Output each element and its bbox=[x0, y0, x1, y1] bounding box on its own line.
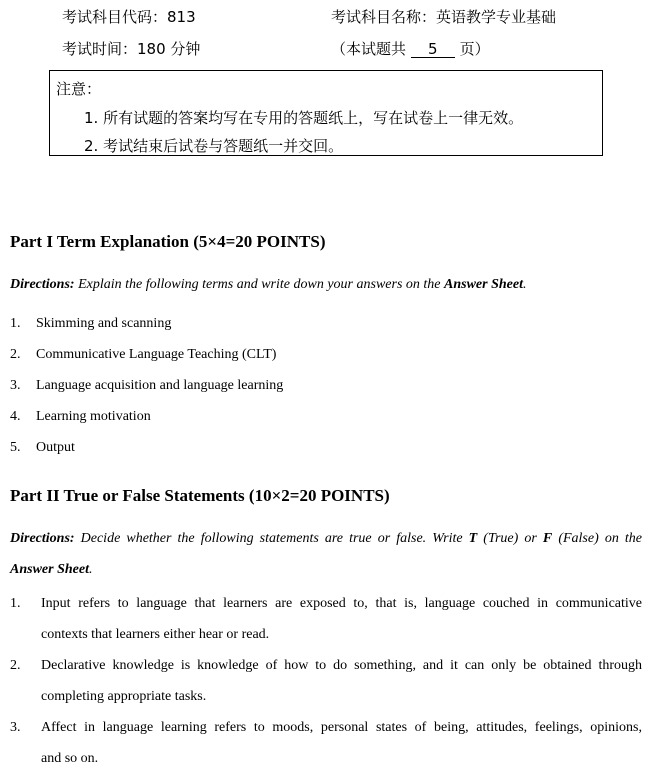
true-letter: T bbox=[468, 531, 478, 546]
term-number: 3. bbox=[10, 378, 21, 393]
statement-line: contexts that learners either hear or read. bbox=[41, 627, 270, 642]
list-item bbox=[10, 347, 276, 363]
notice-item: 2. 考试结束后试卷与答题纸一并交回。 bbox=[84, 137, 344, 155]
exam-header-row-2 bbox=[0, 38, 649, 60]
statement-number: 2. bbox=[10, 658, 21, 673]
term-number: 2. bbox=[10, 347, 21, 362]
page-count-suffix: 页） bbox=[459, 40, 490, 58]
true-text: (True) or bbox=[477, 531, 543, 546]
part2-directions-label: Directions: bbox=[10, 531, 75, 546]
list-item bbox=[10, 316, 171, 332]
part2-directions-cont bbox=[10, 562, 92, 578]
part2-title: Part II True or False Statements (10×2=20 POINTS) bbox=[10, 486, 390, 505]
exam-header-row-1 bbox=[0, 6, 649, 28]
subject-name: 考试科目名称：英语教学专业基础 bbox=[331, 8, 557, 26]
notice-item: 1. 所有试题的答案均写在专用的答题纸上，写在试卷上一律无效。 bbox=[84, 109, 524, 127]
term-text: Skimming and scanning bbox=[36, 316, 172, 331]
notice-title: 注意： bbox=[56, 80, 102, 98]
subject-code: 考试科目代码：813 bbox=[62, 8, 196, 26]
exam-time: 考试时间：180 分钟 bbox=[62, 40, 201, 58]
part2-directions-end: . bbox=[88, 562, 93, 577]
part1-directions-end: . bbox=[522, 277, 527, 292]
term-number: 5. bbox=[10, 440, 21, 455]
part1-title: Part I Term Explanation (5×4=20 POINTS) bbox=[10, 232, 326, 251]
list-item bbox=[10, 378, 283, 394]
statement-line: Input refers to language that learners are exposed to, that is, language couched in communicative bbox=[41, 596, 642, 611]
term-text: Language acquisition and language learning bbox=[36, 378, 284, 393]
statement-line: Declarative knowledge is knowledge of how to do something, and it can only be obtained through bbox=[41, 658, 642, 673]
part1-directions-label: Directions: bbox=[10, 277, 75, 292]
list-item bbox=[10, 440, 75, 456]
statement-number: 3. bbox=[10, 720, 21, 735]
part2-directions bbox=[10, 531, 642, 547]
list-item bbox=[10, 720, 642, 770]
term-number: 1. bbox=[10, 316, 21, 331]
notice-box bbox=[49, 70, 603, 156]
list-item bbox=[10, 409, 151, 425]
false-letter: F bbox=[542, 531, 553, 546]
part2-answer-sheet: Answer Sheet bbox=[10, 562, 89, 577]
list-item bbox=[10, 596, 642, 646]
statement-line: completing appropriate tasks. bbox=[41, 689, 207, 704]
term-number: 4. bbox=[10, 409, 21, 424]
statement-number: 1. bbox=[10, 596, 21, 611]
statement-line: and so on. bbox=[41, 751, 99, 766]
page-count bbox=[331, 38, 490, 59]
term-text: Learning motivation bbox=[36, 409, 151, 424]
part1-answer-sheet: Answer Sheet bbox=[444, 277, 523, 292]
part1-directions bbox=[10, 277, 526, 293]
term-text: Output bbox=[36, 440, 75, 455]
part2-directions-text: Decide whether the following statements are true or false. Write bbox=[74, 531, 469, 546]
list-item bbox=[10, 658, 642, 708]
part1-directions-text: Explain the following terms and write down your answers on the bbox=[74, 277, 444, 292]
page-count-number: 5 bbox=[411, 41, 455, 58]
term-text: Communicative Language Teaching (CLT) bbox=[36, 347, 277, 362]
false-text: (False) on the bbox=[552, 531, 643, 546]
page-count-prefix: （本试题共 bbox=[331, 40, 407, 58]
statement-line: Affect in language learning refers to moods, personal states of being, attitudes, feelings, opinions, bbox=[41, 720, 642, 735]
